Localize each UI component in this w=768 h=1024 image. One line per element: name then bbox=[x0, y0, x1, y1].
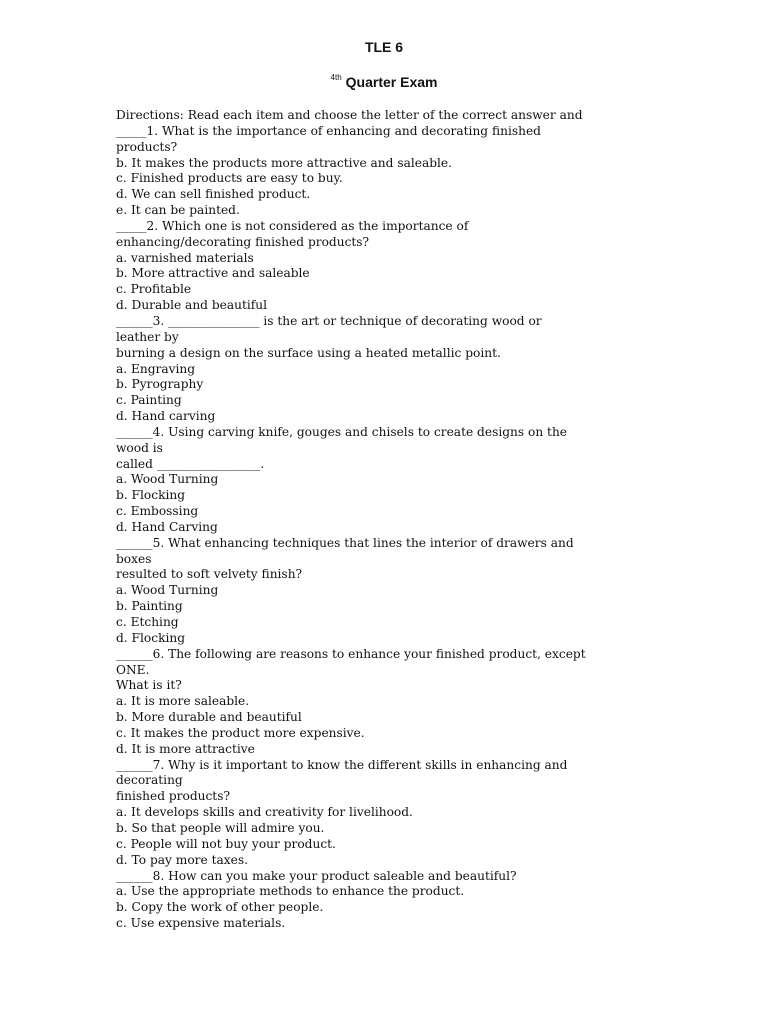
exam-line: called _________________. bbox=[116, 456, 265, 471]
exam-line: a. Wood Turning bbox=[116, 472, 219, 487]
exam-line: ______4. Using carving knife, gouges and chisels to create designs on the bbox=[116, 424, 568, 439]
exam-line: d. Hand carving bbox=[116, 409, 216, 424]
exam-line: b. So that people will admire you. bbox=[116, 820, 325, 835]
exam-line: wood is bbox=[116, 440, 163, 455]
exam-line: b. Pyrography bbox=[116, 377, 204, 392]
exam-line: d. Durable and beautiful bbox=[116, 298, 268, 313]
exam-line: c. It makes the product more expensive. bbox=[116, 725, 365, 740]
exam-line: d. Hand Carving bbox=[116, 519, 218, 534]
exam-line: b. Painting bbox=[116, 599, 183, 614]
exam-line: ______8. How can you make your product saleable and beautiful? bbox=[116, 868, 517, 883]
exam-line: b. More durable and beautiful bbox=[116, 710, 302, 725]
exam-line: ______5. What enhancing techniques that lines the interior of drawers and bbox=[116, 535, 574, 550]
exam-line: b. Flocking bbox=[116, 488, 186, 503]
exam-line: d. To pay more taxes. bbox=[116, 852, 248, 867]
exam-line: What is it? bbox=[116, 678, 182, 693]
exam-line: leather by bbox=[116, 329, 179, 344]
exam-line: a. varnished materials bbox=[116, 250, 254, 265]
exam-line: c. Etching bbox=[116, 615, 179, 629]
exam-line: c. Embossing bbox=[116, 504, 199, 519]
exam-line: Directions: Read each item and choose the letter of the correct answer and bbox=[116, 108, 583, 122]
page-title: TLE 6 bbox=[364, 39, 404, 55]
exam-line: ONE. bbox=[116, 662, 150, 677]
exam-line: d. It is more attractive bbox=[116, 741, 255, 756]
exam-line: c. Profitable bbox=[116, 282, 192, 297]
exam-line: d. Flocking bbox=[116, 630, 186, 645]
exam-line: c. Painting bbox=[116, 393, 182, 408]
exam-line: decorating bbox=[116, 773, 183, 788]
exam-line: ______3. _______________ is the art or technique of decorating wood or bbox=[116, 313, 542, 328]
exam-line: c. Finished products are easy to buy. bbox=[116, 171, 343, 186]
exam-line: c. People will not buy your product. bbox=[116, 836, 336, 851]
exam-line: b. More attractive and saleable bbox=[116, 266, 310, 281]
exam-body bbox=[116, 108, 656, 932]
exam-line: b. Copy the work of other people. bbox=[116, 900, 324, 915]
exam-line: ______6. The following are reasons to enhance your finished product, except bbox=[116, 646, 586, 661]
exam-line: ______7. Why is it important to know the different skills in enhancing and bbox=[116, 757, 568, 772]
exam-line: a. It is more saleable. bbox=[116, 694, 250, 709]
exam-line: a. Engraving bbox=[116, 361, 196, 376]
exam-line: _____2. Which one is not considered as the importance of bbox=[116, 218, 469, 233]
exam-line: boxes bbox=[116, 551, 152, 566]
exam-line: c. Use expensive materials. bbox=[116, 916, 286, 931]
exam-line: burning a design on the surface using a heated metallic point. bbox=[116, 345, 501, 360]
exam-line: d. We can sell finished product. bbox=[116, 187, 311, 202]
exam-line: enhancing/decorating finished products? bbox=[116, 234, 370, 249]
exam-line: a. Use the appropriate methods to enhance the product. bbox=[116, 884, 465, 899]
exam-line: b. It makes the products more attractive and saleable. bbox=[116, 155, 453, 170]
subtitle-superscript: 4th bbox=[330, 73, 342, 82]
subtitle-text: Quarter Exam bbox=[345, 74, 438, 90]
exam-line: a. It develops skills and creativity for livelihood. bbox=[116, 805, 413, 820]
exam-line: finished products? bbox=[116, 789, 230, 804]
exam-line: e. It can be painted. bbox=[116, 203, 240, 218]
exam-line: a. Wood Turning bbox=[116, 583, 219, 598]
exam-line: resulted to soft velvety finish? bbox=[116, 567, 303, 582]
page-subtitle bbox=[0, 73, 768, 91]
exam-line: _____1. What is the importance of enhancing and decorating finished bbox=[116, 123, 541, 138]
exam-line: products? bbox=[116, 139, 178, 154]
